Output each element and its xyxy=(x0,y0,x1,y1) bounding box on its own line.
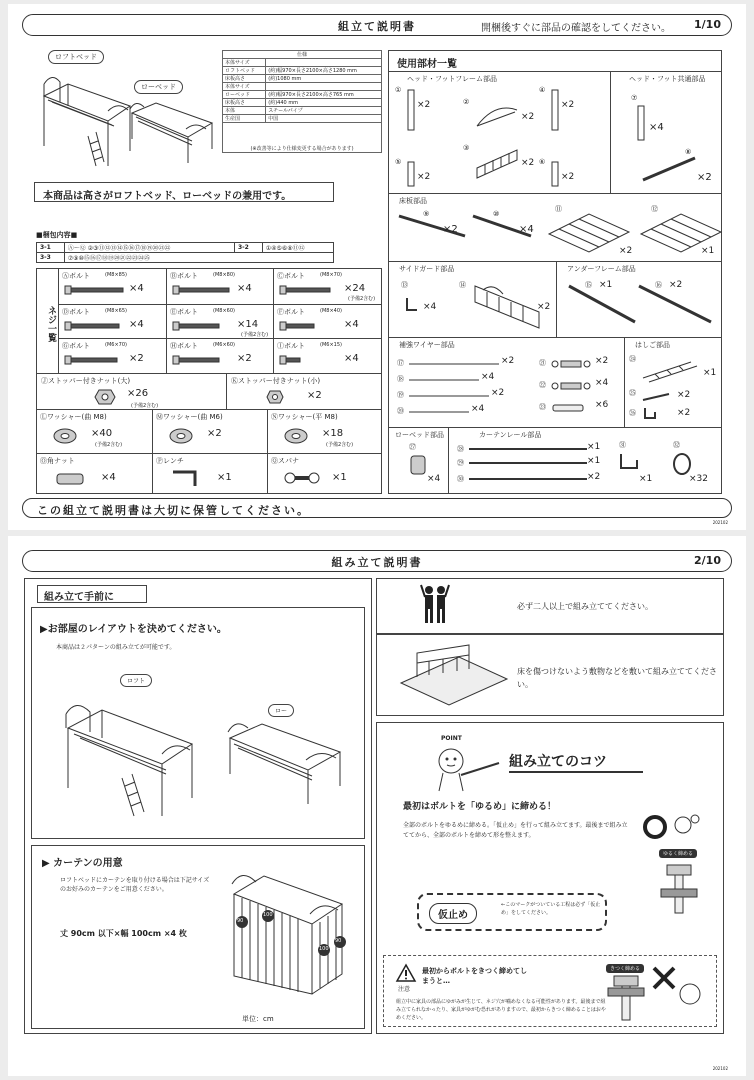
floor-section xyxy=(389,193,721,261)
package-title: ■梱包内容■ xyxy=(36,231,78,239)
part-qty: ×2 xyxy=(595,356,609,366)
manual-page-1 xyxy=(8,4,746,530)
part-no: ⑳ xyxy=(397,407,404,415)
hex-wrench-icon xyxy=(171,470,205,488)
part-qty: ×4 xyxy=(649,122,664,133)
spec-table xyxy=(222,50,382,153)
bolt-name: Ⓖボルト xyxy=(62,342,90,351)
package-cell: 3-1 xyxy=(37,243,65,253)
two-people-box xyxy=(376,578,724,634)
spec-cell: スチールパイプ xyxy=(266,107,382,115)
doc-code: 202102 xyxy=(712,1066,728,1071)
manual-page-2 xyxy=(8,536,746,1076)
part-qty: ×2 xyxy=(417,172,431,182)
ok-mark-icon xyxy=(643,813,713,853)
nut-large-name: Ⓙストッパー付きナット(大) xyxy=(41,377,131,385)
bracket-icon xyxy=(405,296,419,312)
spanner-icon xyxy=(286,470,320,488)
part-qty: ×2 xyxy=(669,280,683,290)
frame-part-icon xyxy=(407,90,453,132)
low-bed-section xyxy=(389,427,449,493)
part-no: ㉗ xyxy=(409,443,416,451)
page-title: 組み立て説明書 xyxy=(331,556,423,569)
bolt-size: (M8×70) xyxy=(320,272,342,278)
low-bed-title: ローベッド部品 xyxy=(395,431,444,439)
bolt-icon xyxy=(65,355,125,365)
tool-cell xyxy=(37,454,151,494)
bolt-icon xyxy=(280,355,340,365)
common-section xyxy=(611,71,721,193)
under-rail-icon xyxy=(567,284,637,324)
loft-bed-illustration xyxy=(38,66,138,176)
bolt-cell xyxy=(166,338,273,373)
part-qty: ×1 xyxy=(587,456,601,466)
frame-part-icon xyxy=(475,148,521,190)
part-no: ⑤ xyxy=(395,158,402,166)
kari-box xyxy=(417,893,607,931)
ladder-title: はしご部品 xyxy=(635,341,670,349)
page-title-bar xyxy=(22,14,732,36)
hex-nut-icon xyxy=(95,388,115,406)
bolt-name: Ⓘボルト xyxy=(277,342,305,351)
package-cell: 3-2 xyxy=(235,243,263,253)
bolt-icon xyxy=(173,355,233,365)
tool-cell xyxy=(267,454,381,494)
washer-name: Ⓝワッシャー(平 M8) xyxy=(271,413,338,421)
package-table xyxy=(36,242,334,263)
turnbuckle-icon xyxy=(551,382,601,390)
bolt-qty: ×24 xyxy=(344,283,366,294)
tool-row xyxy=(37,453,381,493)
part-qty: ×1 xyxy=(703,368,717,378)
curtain-section xyxy=(31,845,365,1029)
caution-body: 組立中に家具の部品にゆがみが生じて、ネジ穴が噛めなくなる可能性があります。最後まで組み立てられなかったり、家具がゆがむ恐れがありますので、最初からきつく締めることはおやめください。 xyxy=(396,999,606,1021)
screw-list xyxy=(36,268,382,494)
spec-cell: 中国 xyxy=(266,115,382,123)
part-no: ⑰ xyxy=(397,359,404,367)
part-no: ③ xyxy=(463,144,470,152)
part-qty: ×1 xyxy=(639,474,653,484)
bolt-icon xyxy=(173,321,233,331)
frame-part-icon xyxy=(551,90,597,132)
bolt-name: Ⓐボルト xyxy=(62,272,90,280)
bolt-size: (M6×70) xyxy=(105,342,127,349)
part-no: ⑥ xyxy=(539,158,546,166)
washer-cell xyxy=(152,410,266,454)
washer-qty: ×40 xyxy=(91,428,113,439)
washer-name: Ⓜワッシャー(曲 M6) xyxy=(156,413,223,421)
nut-large-cell xyxy=(37,374,227,410)
spec-header: 仕様 xyxy=(223,51,382,59)
part-no: ⑦ xyxy=(631,94,638,102)
tool-qty: ×4 xyxy=(101,472,116,483)
tips-title: 組み立てのコツ xyxy=(509,754,607,770)
part-no: ⑬ xyxy=(401,281,408,289)
doc-code: 202102 xyxy=(712,520,728,525)
bolt-size: (M8×65) xyxy=(105,307,127,314)
part-qty: ×4 xyxy=(427,474,441,484)
tool-qty: ×1 xyxy=(332,472,347,483)
bolt-icon xyxy=(173,285,233,295)
part-qty: ×2 xyxy=(561,100,575,110)
nut-small-cell xyxy=(227,374,381,410)
square-nut-icon xyxy=(55,470,89,488)
spec-cell: ロフトベッド xyxy=(223,67,266,75)
common-title: ヘッド・フット共通部品 xyxy=(629,75,706,83)
loose-bolt-icon xyxy=(659,861,699,917)
part-no: ⑩ xyxy=(493,210,500,218)
under-frame-title: アンダーフレーム部品 xyxy=(567,265,636,273)
part-no: ㉖ xyxy=(629,409,636,417)
unit-label: 単位：cm xyxy=(242,1015,274,1023)
washer-qty: ×18 xyxy=(322,428,344,439)
foot-cap-icon xyxy=(409,454,427,476)
kari-label: 仮止め xyxy=(429,903,477,924)
wire-icon xyxy=(409,376,459,384)
bolt-cell xyxy=(59,338,166,373)
warning-icon xyxy=(396,964,416,982)
bolt-icon xyxy=(65,285,125,295)
part-qty: ×2 xyxy=(677,408,691,418)
bolt-qty: ×14 xyxy=(237,318,259,330)
bolt-cell xyxy=(59,269,166,304)
bolt-qty: ×4 xyxy=(129,283,144,294)
before-assembly-panel xyxy=(24,578,372,1034)
bolt-sub: (予備2含む) xyxy=(241,331,269,338)
package-cell: Ⓐ～Ⓠ ②③⑪⑫⑬⑭⑮⑯⑰⑱⑲⑳㉑㉒ xyxy=(64,243,234,253)
frame-part-icon xyxy=(475,102,521,144)
floor-protect-text: 床を傷つけないよう敷物などを敷いて組み立ててください。 xyxy=(517,667,717,689)
part-no: ㉑ xyxy=(539,359,546,367)
part-no: ⑫ xyxy=(651,205,658,213)
bolt-size: (M8×80) xyxy=(213,272,235,278)
bolt-size: (M6×15) xyxy=(320,342,342,349)
part-qty: ×2 xyxy=(561,172,575,182)
wire-title: 補強ワイヤー部品 xyxy=(399,341,455,349)
part-qty: ×32 xyxy=(689,474,708,484)
curtain-title: ▶ カーテンの用意 xyxy=(42,858,123,869)
part-qty: ×6 xyxy=(595,400,609,410)
washer-icon xyxy=(53,428,77,444)
washer-cell xyxy=(37,410,151,454)
head-foot-title: ヘッド・フットフレーム部品 xyxy=(407,75,498,83)
parts-title: 使用部材一覧 xyxy=(397,59,457,70)
tips-lead: 最初はボルトを「ゆるめ」に締める！ xyxy=(403,802,557,812)
part-no: ⑮ xyxy=(585,281,592,289)
part-no: ⑨ xyxy=(423,210,430,218)
part-no: ㉙ xyxy=(457,459,464,467)
bolt-name: Ⓔボルト xyxy=(170,307,198,316)
side-guard-section xyxy=(389,261,557,337)
dim-label: 100 xyxy=(319,946,329,952)
spec-cell: (約)幅970×長さ2100×高さ765 mm xyxy=(266,91,382,99)
bolt-icon xyxy=(280,321,340,331)
spec-cell xyxy=(266,83,382,91)
layout-title: ▶お部屋のレイアウトを決めてください。 xyxy=(40,624,227,635)
bolt-qty: ×4 xyxy=(344,318,359,330)
part-qty: ×2 xyxy=(587,472,601,482)
nut-large-qty: ×26 xyxy=(127,388,149,399)
bolt-name: Ⓒボルト xyxy=(277,272,305,280)
layout-text: 本商品は２パターンの組み立てが可能です。 xyxy=(56,644,176,651)
package-cell: 3-3 xyxy=(37,253,65,263)
kari-note: ←このマークがついている工程は必ず「仮止め」をしてください。 xyxy=(501,902,601,916)
bolt-size: (M8×60) xyxy=(213,307,235,314)
before-label-box xyxy=(37,585,147,603)
parts-list xyxy=(388,50,722,494)
page-number: 2/10 xyxy=(694,554,721,567)
part-qty: ×1 xyxy=(701,246,715,256)
part-qty: ×4 xyxy=(471,404,485,414)
tips-box xyxy=(376,722,724,1034)
tips-body: 全部のボルトをゆるめに締める。「仮止め」を行って組み立てます。最後まで組み立ててから、全部のボルトを締めて形を整えます。 xyxy=(403,822,628,839)
under-frame-section xyxy=(557,261,721,337)
low-bed-illustration xyxy=(126,99,216,169)
part-no: ㉕ xyxy=(629,389,636,397)
tool-qty: ×1 xyxy=(217,472,232,483)
bolt-qty: ×4 xyxy=(237,283,252,294)
dual-use-text: 本商品は高さがロフトベッド、ローベッドの兼用です。 xyxy=(43,191,292,202)
teacher-icon xyxy=(437,743,501,793)
washer-qty: ×2 xyxy=(207,428,222,439)
bolt-qty: ×4 xyxy=(129,318,144,330)
part-qty: ×4 xyxy=(595,378,609,388)
spec-cell: 床板高さ xyxy=(223,75,266,83)
wire-section xyxy=(389,337,625,427)
nut-large-sub: (予備2含む) xyxy=(131,403,159,409)
bed-on-mat-icon xyxy=(399,643,509,709)
part-no: ⑲ xyxy=(397,391,404,399)
hex-nut-small-icon xyxy=(267,390,283,404)
nut-small-name: Ⓚストッパー付きナット(小) xyxy=(231,377,321,385)
wire-icon xyxy=(409,360,459,368)
washer-row xyxy=(37,409,381,453)
wire-icon xyxy=(409,392,459,400)
part-qty: ×2 xyxy=(501,356,515,366)
washer-cell xyxy=(267,410,381,454)
caution-head: 最初からボルトをきつく締めてしまうと… xyxy=(422,967,527,985)
keep-manual-bar xyxy=(22,498,732,518)
washer-sub: (予備2含む) xyxy=(326,442,354,448)
part-no: ④ xyxy=(539,86,546,94)
part-qty: ×4 xyxy=(423,302,437,312)
caution-box xyxy=(383,955,717,1027)
point-label: POINT xyxy=(441,735,462,742)
bolt-grid xyxy=(59,269,381,373)
tool-name: Ⓞ角ナット xyxy=(40,457,75,465)
part-qty: ×4 xyxy=(519,224,534,235)
layout-section xyxy=(31,607,365,839)
loft-bed-drawing xyxy=(62,688,192,818)
nut-row xyxy=(37,373,381,409)
page-title: 組立て説明書 xyxy=(338,20,416,33)
low-bed-drawing xyxy=(224,718,344,808)
keep-manual-text: この組立て説明書は大切に保管してください。 xyxy=(37,504,310,517)
part-no: ① xyxy=(395,86,402,94)
part-qty: ×2 xyxy=(537,302,551,312)
bolt-name: Ⓑボルト xyxy=(170,272,198,280)
floor-protect-box xyxy=(376,634,724,716)
part-no: ㉘ xyxy=(457,445,464,453)
curtain-rail-icon xyxy=(469,460,589,466)
before-label: 組み立て手前に xyxy=(44,592,114,603)
bolt-cell xyxy=(273,269,381,304)
spec-cell: 本体サイズ xyxy=(223,59,266,67)
bolt-cell xyxy=(273,338,381,373)
spec-cell: (約)440 mm xyxy=(266,99,382,107)
part-no: ② xyxy=(463,98,470,106)
part-no: ⑭ xyxy=(459,281,466,289)
part-qty: ×2 xyxy=(697,172,712,183)
curtain-size: 丈 90cm 以下×幅 100cm ×4 枚 xyxy=(60,929,187,938)
part-no: ㉜ xyxy=(673,441,680,449)
screws-label: ネジ一覧 xyxy=(37,269,59,373)
part-no: ⑪ xyxy=(555,205,562,213)
spec-cell: 本体 xyxy=(223,107,266,115)
caution-word: 注意 xyxy=(398,986,411,993)
page-title-bar xyxy=(22,550,732,572)
dim-label: 90 xyxy=(237,918,244,924)
rail-hook-icon xyxy=(617,452,641,476)
curtain-rail-icon xyxy=(469,476,589,482)
spec-cell xyxy=(266,59,382,67)
part-qty: ×4 xyxy=(481,372,495,382)
part-qty: ×2 xyxy=(521,112,535,122)
side-guard-title: サイドガード部品 xyxy=(399,265,455,273)
tool-cell xyxy=(152,454,266,494)
part-qty: ×2 xyxy=(677,390,691,400)
part-qty: ×1 xyxy=(587,442,601,452)
part-qty: ×2 xyxy=(491,388,505,398)
low-tag: ロー xyxy=(268,704,294,717)
bar-icon xyxy=(641,156,697,182)
bolt-qty: ×2 xyxy=(237,353,252,365)
part-qty: ×1 xyxy=(599,280,613,290)
part-no: ㉓ xyxy=(539,403,546,411)
washer-icon xyxy=(284,428,308,444)
loft-tag: ロフト xyxy=(120,674,152,687)
tool-name: Ⓟレンチ xyxy=(156,457,184,465)
washer-sub: (予備2含む) xyxy=(95,442,123,448)
curtain-rail-icon xyxy=(469,446,589,452)
part-no: ㉔ xyxy=(629,355,636,363)
two-people-text: 必ず二人以上で組み立ててください。 xyxy=(517,602,653,611)
part-no: ⑱ xyxy=(397,375,404,383)
bolt-size: (M8×85) xyxy=(105,272,127,278)
spec-cell: 生産国 xyxy=(223,115,266,123)
part-qty: ×2 xyxy=(417,100,431,110)
curtain-rail-section xyxy=(449,427,721,493)
bolt-qty: ×2 xyxy=(129,353,144,365)
ladder-hook-icon xyxy=(641,392,671,402)
bolt-name: Ⓓボルト xyxy=(62,307,90,316)
package-cell: ①④⑤⑥⑧⑪⑫ xyxy=(262,243,333,253)
low-bed-label: ローベッド xyxy=(134,80,183,94)
floor-title: 床板部品 xyxy=(399,197,427,205)
spec-cell: (約)1080 mm xyxy=(266,75,382,83)
part-no: ⑧ xyxy=(685,148,692,156)
tips-underline xyxy=(509,771,643,773)
turnbuckle-icon xyxy=(551,360,601,368)
bolt-icon xyxy=(280,285,340,295)
washer-icon xyxy=(169,428,193,444)
washer-name: Ⓛワッシャー(曲 M8) xyxy=(40,413,107,421)
under-rail-icon xyxy=(637,284,713,324)
part-no: ㉒ xyxy=(539,381,546,389)
bolt-cell xyxy=(166,269,273,304)
bolt-cell xyxy=(273,304,381,339)
spec-cell: 床板高さ xyxy=(223,99,266,107)
bolt-cell xyxy=(59,304,166,339)
ladder-icon xyxy=(641,360,701,382)
part-no: ㉛ xyxy=(619,441,626,449)
dim-label: 90 xyxy=(335,938,342,944)
dual-use-box xyxy=(34,182,334,202)
bolt-size: (M6×60) xyxy=(213,342,235,349)
bolt-size: (M8×40) xyxy=(320,307,342,314)
two-people-icon xyxy=(421,585,449,627)
spec-cell: (約)幅970×長さ2100×高さ1280 mm xyxy=(266,67,382,75)
wire-clip-icon xyxy=(551,404,601,412)
inspection-note: 開梱後すぐに部品の確認をしてください。 xyxy=(481,23,671,34)
part-qty: ×2 xyxy=(619,246,633,256)
package-cell: ⑦⑨⑩⑮⑯⑰⑱⑲⑳㉑㉒㉓㉔㉕ xyxy=(64,253,333,263)
spec-footnote: (※改善等により仕様変更する場合があります) xyxy=(223,123,382,153)
curtain-rail-title: カーテンレール部品 xyxy=(479,431,542,439)
ladder-clip-icon xyxy=(643,406,657,420)
bolt-name: Ⓕボルト xyxy=(277,307,305,316)
curtain-text: ロフトベッドにカーテンを取り付ける場合は下記サイズのお好みのカーテンをご用意ください。 xyxy=(60,877,210,893)
curtain-bed-drawing xyxy=(228,864,348,994)
bolt-qty: ×4 xyxy=(344,353,359,365)
loft-bed-label: ロフトベッド xyxy=(48,50,104,64)
tight-bolt-icon xyxy=(606,974,646,1024)
wire-icon xyxy=(409,408,459,416)
bolt-icon xyxy=(65,321,125,331)
curtain-ring-icon xyxy=(671,452,693,476)
post-icon xyxy=(637,106,645,142)
part-qty: ×2 xyxy=(443,224,458,235)
bolt-sub: (予備2含む) xyxy=(348,296,376,302)
spec-cell: ローベッド xyxy=(223,91,266,99)
part-no: ⑯ xyxy=(655,281,662,289)
page-number: 1/10 xyxy=(694,18,721,31)
bolt-cell xyxy=(166,304,273,339)
head-foot-section xyxy=(389,71,611,193)
part-no: ㉚ xyxy=(457,475,464,483)
loose-label: ゆるく締める xyxy=(659,849,697,858)
dim-label: 100 xyxy=(263,912,273,918)
ladder-section xyxy=(625,337,721,427)
tight-label: きつく締める xyxy=(606,964,644,973)
part-qty: ×2 xyxy=(521,158,535,168)
bolt-name: Ⓗボルト xyxy=(170,342,198,351)
ng-mark-icon xyxy=(652,966,708,1006)
nut-small-qty: ×2 xyxy=(307,390,322,401)
side-guard-icon xyxy=(473,282,543,332)
spec-cell: 本体サイズ xyxy=(223,83,266,91)
tool-name: Ⓠスパナ xyxy=(271,457,299,465)
